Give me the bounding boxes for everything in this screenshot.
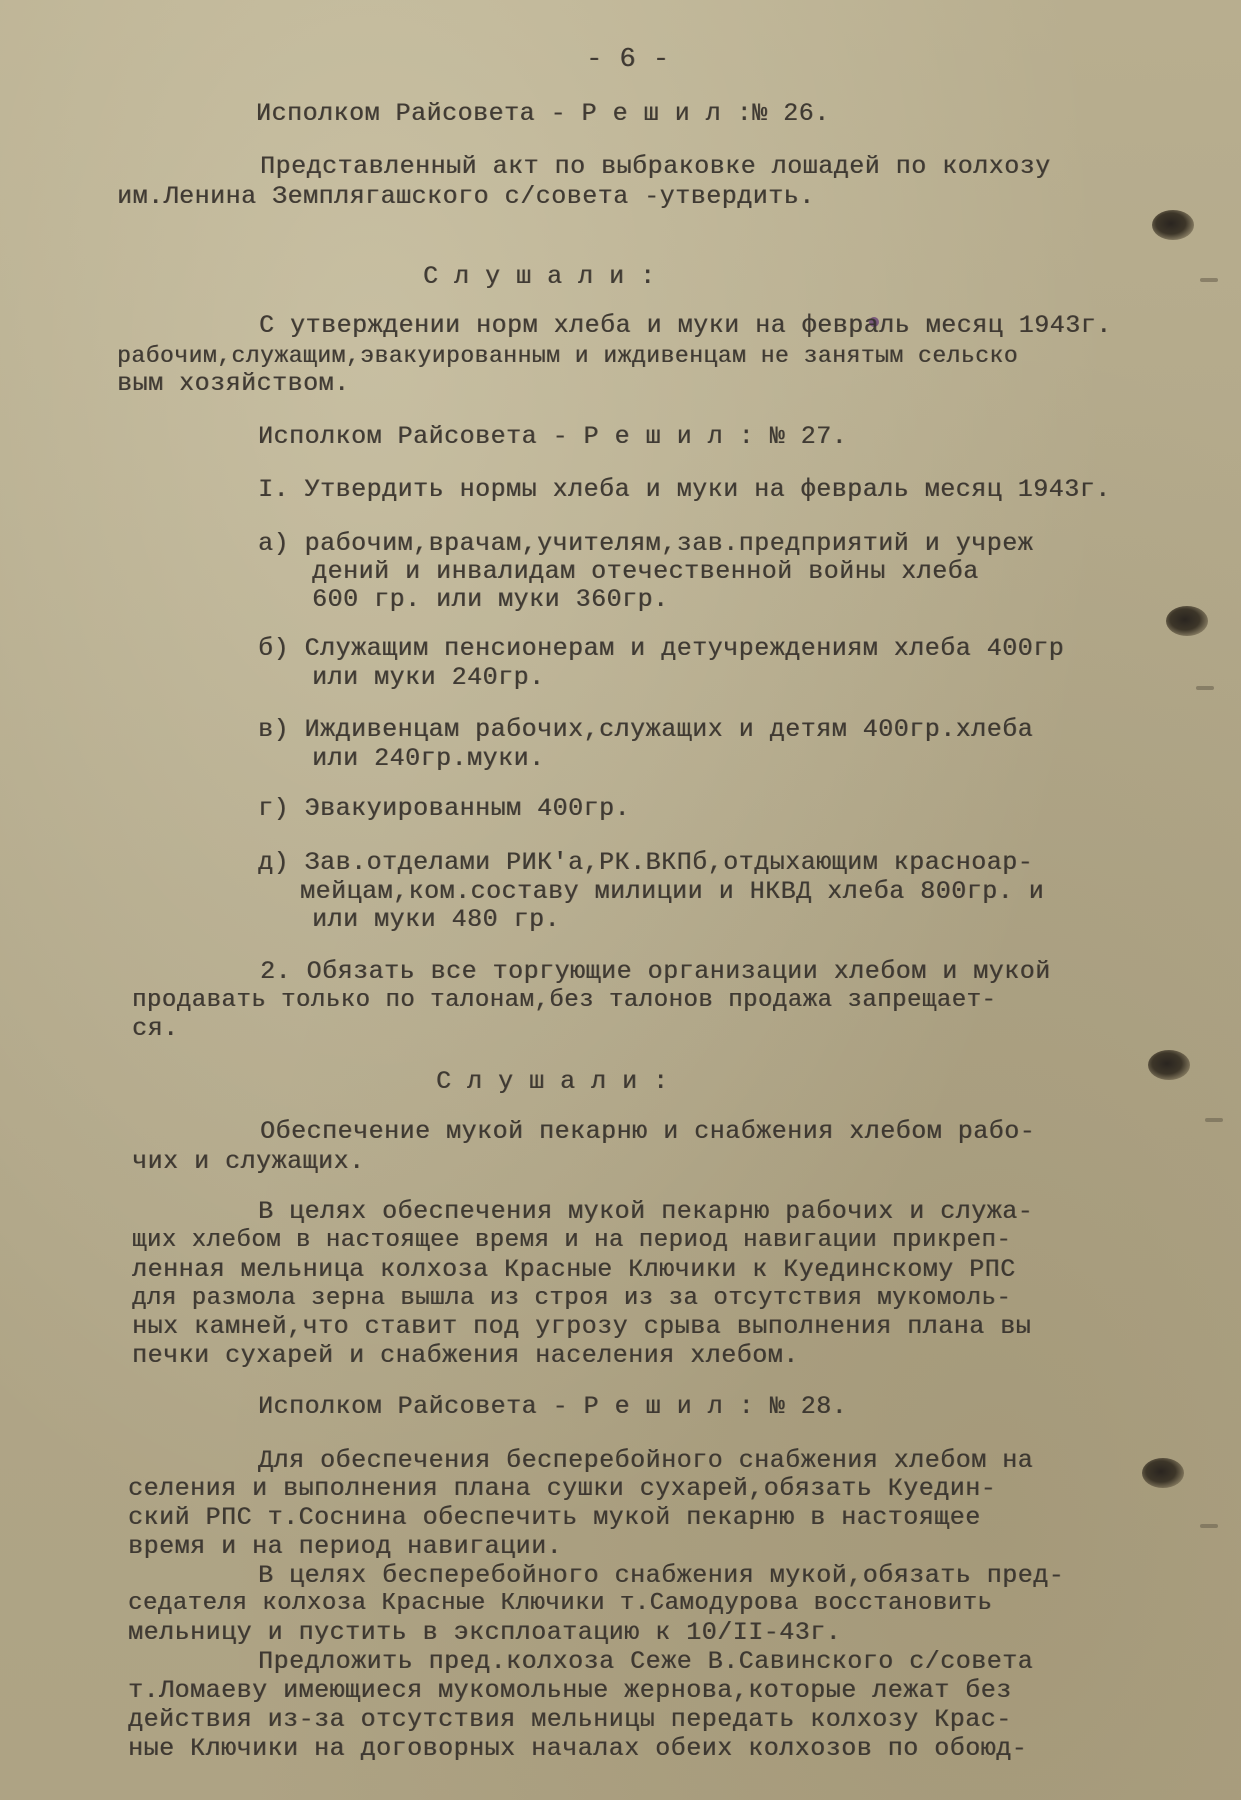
- text-line: Предложить пред.колхоза Сеже В.Савинского с/совета: [258, 1647, 1034, 1676]
- text-line: ных камней,что ставит под угрозу срыва выполнения плана вы: [132, 1312, 1032, 1341]
- decision-heading-28: Исполком Райсовета - Р е ш и л : № 28.: [258, 1392, 848, 1421]
- list-item-a: а) рабочим,врачам,учителям,зав.предприятий и учреж: [258, 529, 1034, 558]
- text-line: дений и инвалидам отечественной войны хлеба: [312, 557, 979, 586]
- text-line: действия из-за отсутствия мельницы передать колхозу Крас-: [128, 1705, 1012, 1734]
- section-heading-heard: С л у ш а л и :: [423, 262, 656, 291]
- list-item-g: г) Эвакуированным 400гр.: [258, 794, 631, 823]
- paper-tear: [1196, 686, 1214, 690]
- text-line: селения и выполнения плана сушки сухарей,обязать Куедин-: [128, 1474, 997, 1503]
- text-line: для размола зерна вышла из строя из за отсутствия мукомоль-: [132, 1285, 1012, 1312]
- paper-tear: [1200, 1524, 1218, 1528]
- paper-tear: [1205, 1118, 1223, 1122]
- text-line: щих хлебом в настоящее время и на период навигации прикреп-: [132, 1227, 1012, 1254]
- list-item-v: в) Иждивенцам рабочих,служащих и детям 400гр.хлеба: [258, 715, 1034, 744]
- text-line: 600 гр. или муки 360гр.: [312, 585, 669, 614]
- list-item-b: б) Служащим пенсионерам и детучреждениям хлеба 400гр: [258, 634, 1065, 663]
- binding-hole: [1142, 1458, 1184, 1488]
- text-line: продавать только по талонам,без талонов продажа запрещает-: [132, 987, 997, 1014]
- text-line: С утверждении норм хлеба и муки на февраль месяц 1943г.: [259, 311, 1112, 340]
- text-line: время и на период навигации.: [128, 1532, 563, 1561]
- text-line: ся.: [132, 1014, 179, 1043]
- text-line: им.Ленина Земплягашского с/совета -утвердить.: [117, 182, 815, 211]
- text-line: ные Ключики на договорных началах обеих колхозов по обоюд-: [128, 1734, 1028, 1763]
- text-line: ленная мельница колхоза Красные Ключики к Куединскому РПС: [132, 1255, 1016, 1284]
- text-line: т.Ломаеву имеющиеся мукомольные жернова,которые лежат без: [128, 1676, 1012, 1705]
- text-line: чих и служащих.: [132, 1147, 365, 1176]
- text-line: или муки 480 гр.: [312, 905, 561, 934]
- text-line: вым хозяйством.: [117, 369, 350, 398]
- text-line: Представленный акт по выбраковке лошадей по колхозу: [260, 152, 1051, 181]
- text-line: ский РПС т.Соснина обеспечить мукой пекарню в настоящее: [128, 1503, 981, 1532]
- text-line: I. Утвердить нормы хлеба и муки на февраль месяц 1943г.: [258, 475, 1111, 504]
- binding-hole: [1166, 606, 1208, 636]
- page-number: - 6 -: [586, 45, 670, 75]
- text-line: седателя колхоза Красные Ключики т.Самодурова восстановить: [128, 1590, 993, 1617]
- text-line: рабочим,служащим,эвакуированным и иждивенцам не занятым сельско: [117, 343, 1019, 369]
- text-line: Обеспечение мукой пекарню и снабжения хлебом рабо-: [260, 1117, 1036, 1146]
- text-line: мейцам,ком.составу милиции и НКВД хлеба 800гр. и: [300, 877, 1045, 906]
- text-line: или 240гр.муки.: [312, 744, 545, 773]
- text-line: 2. Обязать все торгующие организации хлебом и мукой: [260, 957, 1051, 986]
- binding-hole: [1148, 1050, 1190, 1080]
- text-line: или муки 240гр.: [312, 663, 545, 692]
- decision-heading-27: Исполком Райсовета - Р е ш и л : № 27.: [258, 422, 848, 451]
- list-item-d: д) Зав.отделами РИК'а,РК.ВКПб,отдыхающим красноар-: [258, 848, 1034, 877]
- text-line: В целях бесперебойного снабжения мукой,обязать пред-: [258, 1561, 1065, 1590]
- binding-hole: [1152, 210, 1194, 240]
- text-line: печки сухарей и снабжения населения хлебом.: [132, 1341, 799, 1370]
- paper-tear: [1200, 278, 1218, 282]
- section-heading-heard: С л у ш а л и :: [436, 1067, 669, 1096]
- decision-heading-26: Исполком Райсовета - Р е ш и л :№ 26.: [256, 99, 830, 128]
- text-line: Для обеспечения бесперебойного снабжения хлебом на: [258, 1446, 1034, 1475]
- text-line: мельницу и пустить в эксплоатацию к 10/II-43г.: [128, 1618, 842, 1647]
- text-line: В целях обеспечения мукой пекарню рабочих и служа-: [258, 1197, 1034, 1226]
